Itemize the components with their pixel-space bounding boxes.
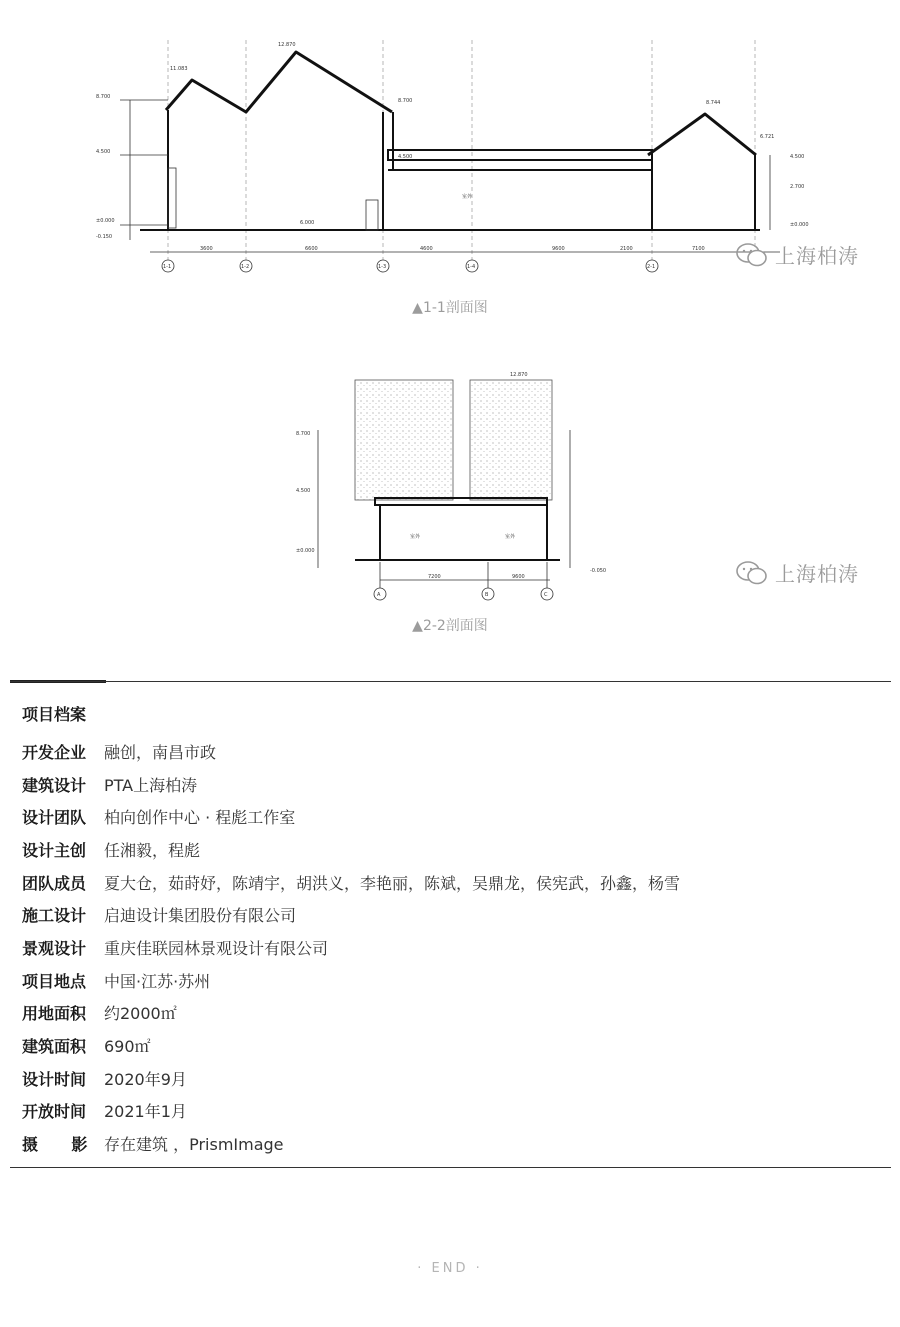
grid-label: C bbox=[544, 592, 548, 598]
elev-label: 4.500 bbox=[296, 488, 311, 494]
elev-label: 4.500 bbox=[96, 149, 111, 155]
project-info-heading: 项目档案 bbox=[22, 705, 87, 724]
elev-label: 12.870 bbox=[510, 372, 528, 378]
info-row bbox=[22, 1062, 680, 1095]
dim-label: 6600 bbox=[305, 246, 318, 252]
info-row bbox=[22, 1127, 680, 1160]
info-value: 690㎡ bbox=[104, 1037, 151, 1057]
info-row bbox=[22, 735, 680, 768]
grid-label: 1-3 bbox=[378, 264, 387, 270]
info-label: 开放时间 bbox=[22, 1102, 87, 1122]
wechat-icon bbox=[735, 241, 769, 269]
info-label: 景观设计 bbox=[22, 938, 87, 958]
dim-label: 4600 bbox=[420, 246, 433, 252]
info-label: 设计时间 bbox=[22, 1069, 87, 1089]
elev-label: -0.150 bbox=[96, 234, 113, 240]
info-value: 融创，南昌市政 bbox=[104, 742, 217, 762]
info-value: 夏大仓，茹莳妤，陈靖宇，胡洪义，李艳丽，陈斌，吴鼎龙，侯宪武，孙鑫，杨雪 bbox=[104, 873, 681, 893]
info-label: 设计团队 bbox=[22, 808, 87, 828]
project-info-list bbox=[22, 735, 680, 1160]
dim-label: 2100 bbox=[620, 246, 633, 252]
elev-label: 6.000 bbox=[300, 220, 315, 226]
info-label: 设计主创 bbox=[22, 840, 87, 860]
caption-1-1: ▲1-1剖面图 bbox=[412, 300, 488, 316]
info-row bbox=[22, 964, 680, 997]
watermark-text: 上海柏涛 bbox=[775, 244, 859, 268]
elev-label: 4.500 bbox=[790, 154, 805, 160]
info-row bbox=[22, 833, 680, 866]
dim-label: 7100 bbox=[692, 246, 705, 252]
elev-label: -0.050 bbox=[590, 568, 607, 574]
info-label: 团队成员 bbox=[22, 873, 87, 893]
elev-label: ±0.000 bbox=[790, 222, 809, 228]
info-label: 用地面积 bbox=[22, 1004, 87, 1024]
info-row bbox=[22, 800, 680, 833]
elev-label: 4.500 bbox=[398, 154, 413, 160]
info-row bbox=[22, 866, 680, 899]
info-row bbox=[22, 1029, 680, 1062]
grid-label: B bbox=[485, 592, 489, 598]
elev-label: 11.083 bbox=[170, 66, 188, 72]
elev-label: 8.700 bbox=[398, 98, 413, 104]
info-row bbox=[22, 997, 680, 1030]
room-label: 室外 bbox=[410, 534, 421, 540]
elev-label: 2.700 bbox=[790, 184, 805, 190]
elev-label: 8.700 bbox=[296, 431, 311, 437]
divider-bottom bbox=[10, 1167, 891, 1168]
info-label: 建筑设计 bbox=[22, 775, 87, 795]
watermark-1 bbox=[735, 240, 859, 269]
room-label: 室外 bbox=[462, 194, 473, 200]
dim-label: 9600 bbox=[552, 246, 565, 252]
caption-2-2: ▲2-2剖面图 bbox=[412, 618, 488, 634]
info-row bbox=[22, 931, 680, 964]
grid-label: 1-2 bbox=[241, 264, 250, 270]
elev-label: 8.700 bbox=[96, 94, 111, 100]
info-row bbox=[22, 1095, 680, 1128]
info-value: 重庆佳联园林景观设计有限公司 bbox=[104, 938, 329, 958]
elev-label: 8.744 bbox=[706, 100, 721, 106]
info-value: 中国·江苏·苏州 bbox=[104, 971, 211, 991]
info-value: 2020年9月 bbox=[104, 1069, 187, 1089]
info-label: 施工设计 bbox=[22, 906, 87, 926]
info-label: 摄 影 bbox=[22, 1135, 88, 1155]
divider-top bbox=[10, 681, 891, 682]
info-value: 2021年1月 bbox=[104, 1102, 187, 1122]
watermark-2 bbox=[735, 558, 859, 587]
dim-label: 3600 bbox=[200, 246, 213, 252]
elev-label: ±0.000 bbox=[296, 548, 315, 554]
info-value: 约2000㎡ bbox=[104, 1004, 177, 1024]
info-label: 项目地点 bbox=[22, 971, 87, 991]
info-label: 建筑面积 bbox=[22, 1037, 87, 1057]
info-label: 开发企业 bbox=[22, 742, 87, 762]
info-value: 存在建筑 ，PrismImage bbox=[104, 1135, 284, 1155]
info-row bbox=[22, 898, 680, 931]
dim-label: 9600 bbox=[512, 574, 525, 580]
room-label: 室外 bbox=[505, 534, 516, 540]
wechat-icon bbox=[735, 559, 769, 587]
grid-label: 1-4 bbox=[467, 264, 476, 270]
elev-label: 12.870 bbox=[278, 42, 296, 48]
elev-label: ±0.000 bbox=[96, 218, 115, 224]
dim-label: 7200 bbox=[428, 574, 441, 580]
info-value: 启迪设计集团股份有限公司 bbox=[104, 906, 297, 926]
info-value: PTA上海柏涛 bbox=[104, 775, 198, 795]
grid-label: 1-1 bbox=[163, 264, 172, 270]
end-mark: · END · bbox=[417, 1261, 483, 1276]
elev-label: 6.721 bbox=[760, 134, 775, 140]
info-value: 柏向创作中心 · 程彪工作室 bbox=[104, 808, 296, 828]
info-row bbox=[22, 768, 680, 801]
grid-label: 2-1 bbox=[647, 264, 656, 270]
grid-label: A bbox=[377, 592, 381, 598]
watermark-text: 上海柏涛 bbox=[775, 562, 859, 586]
info-value: 任湘毅，程彪 bbox=[104, 840, 201, 860]
